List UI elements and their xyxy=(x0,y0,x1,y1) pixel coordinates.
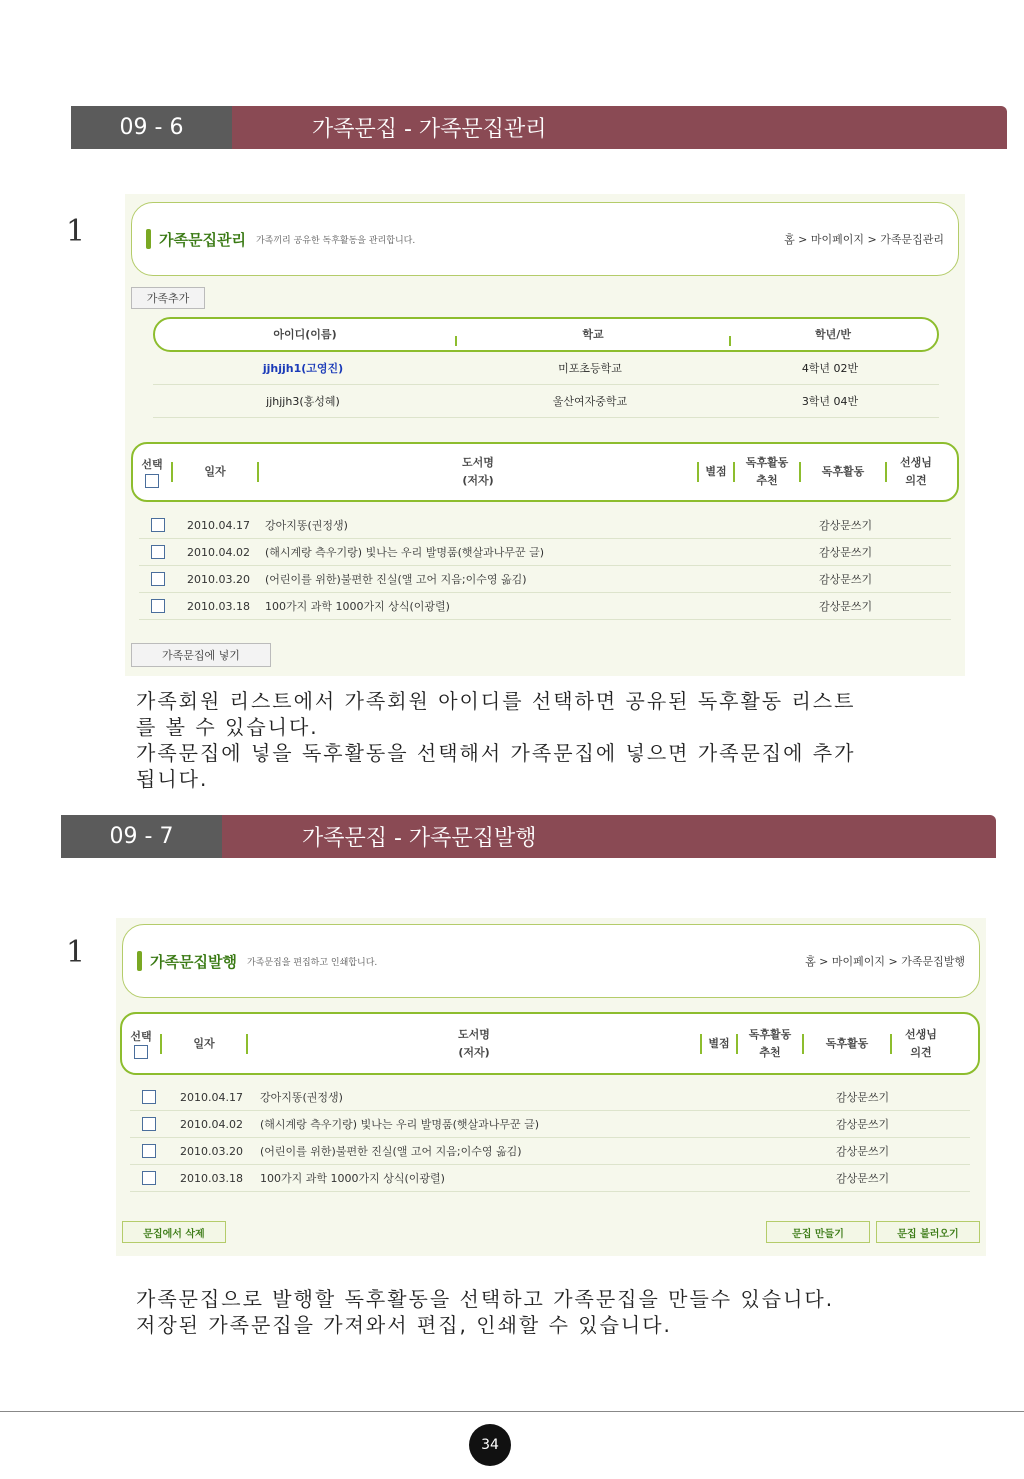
col-header-grade: 학년/반 xyxy=(815,327,851,341)
col-header-stars: 별점 xyxy=(708,1036,730,1050)
row-checkbox[interactable] xyxy=(142,1144,156,1158)
page-header xyxy=(131,202,959,276)
section2-description xyxy=(136,1286,936,1338)
footer-divider xyxy=(0,1411,1024,1412)
family-table-header xyxy=(153,317,939,352)
select-label: 선택 xyxy=(130,1029,152,1043)
breadcrumb[interactable]: 홈 > 마이페이지 > 가족문집관리 xyxy=(784,233,944,246)
row-book[interactable]: (해시계랑 측우기랑) 빛나는 우리 발명품(햇살과나무꾼 글) xyxy=(260,1118,540,1131)
col-header-book xyxy=(259,444,697,500)
description-line: 됩니다. xyxy=(136,767,209,791)
page-subtitle: 가족끼리 공유한 독후활동을 관리합니다. xyxy=(255,235,416,246)
col-header-activity: 독후활동 xyxy=(825,1036,869,1050)
author-label: (저자) xyxy=(462,474,494,487)
activity-row xyxy=(139,566,951,593)
col-header-activity: 독후활동 xyxy=(821,465,865,479)
row-activity: 감상문쓰기 xyxy=(819,600,873,613)
row-book[interactable]: 강아지똥(권정생) xyxy=(265,519,348,532)
col-header-recommend xyxy=(738,1014,802,1073)
row-checkbox[interactable] xyxy=(151,545,165,559)
row-book[interactable]: (어린이를 위한)불편한 진실(앨 고어 지음;이수영 옮김) xyxy=(260,1145,522,1158)
description-line: 가족문집에 넣을 독후활동을 선택해서 가족문집에 넣으면 가족문집에 추가 xyxy=(136,741,856,765)
book-label: 도서명 xyxy=(462,456,494,470)
row-date: 2010.03.20 xyxy=(180,1144,243,1158)
row-date: 2010.03.20 xyxy=(187,572,250,586)
recommend-label: 추천 xyxy=(759,1045,781,1059)
section-title: 가족문집 - 가족문집발행 xyxy=(222,815,996,858)
activity-row xyxy=(130,1138,970,1165)
delete-from-book-button[interactable]: 문집에서 삭제 xyxy=(122,1221,226,1243)
header-marker-icon xyxy=(146,229,151,249)
select-all-checkbox[interactable] xyxy=(134,1045,148,1059)
activity-row xyxy=(139,593,951,620)
activity-row xyxy=(130,1084,970,1111)
activity-table-header xyxy=(120,1012,980,1075)
recommend-label: 독후활동 xyxy=(748,1027,792,1041)
recommend-label: 독후활동 xyxy=(745,456,789,470)
col-header-id: 아이디(이름) xyxy=(273,327,337,341)
family-id-link[interactable]: jjhjjh3(홍성혜) xyxy=(266,395,340,408)
col-header-select xyxy=(133,444,171,500)
family-row[interactable] xyxy=(153,352,939,385)
row-date: 2010.03.18 xyxy=(187,599,250,613)
activity-row xyxy=(130,1111,970,1138)
family-grade: 3학년 04반 xyxy=(801,395,859,408)
row-date: 2010.04.17 xyxy=(187,518,250,532)
row-date: 2010.04.02 xyxy=(180,1117,243,1131)
page-number: 34 xyxy=(469,1424,511,1466)
add-to-family-book-button[interactable]: 가족문집에 넣기 xyxy=(131,643,271,667)
row-date: 2010.04.17 xyxy=(180,1090,243,1104)
section-bar-09-7 xyxy=(61,815,996,858)
row-book[interactable]: 강아지똥(권정생) xyxy=(260,1091,343,1104)
row-checkbox[interactable] xyxy=(151,572,165,586)
row-checkbox[interactable] xyxy=(142,1117,156,1131)
screenshot-panel-publish xyxy=(116,918,986,1256)
row-activity: 감상문쓰기 xyxy=(836,1172,890,1185)
row-activity: 감상문쓰기 xyxy=(836,1091,890,1104)
page-subtitle: 가족문집을 편집하고 인쇄합니다. xyxy=(246,957,378,968)
family-school: 울산여자중학교 xyxy=(552,395,628,408)
book-label: 도서명 xyxy=(458,1027,490,1041)
load-book-button[interactable]: 문집 불러오기 xyxy=(876,1221,980,1243)
section-number: 09 - 6 xyxy=(71,106,232,149)
step-number: 1 xyxy=(66,214,86,249)
opinion-label: 의견 xyxy=(905,474,927,487)
family-school: 미포초등학교 xyxy=(558,362,622,375)
family-row[interactable] xyxy=(153,385,939,418)
row-checkbox[interactable] xyxy=(151,599,165,613)
row-date: 2010.03.18 xyxy=(180,1171,243,1185)
row-checkbox[interactable] xyxy=(151,518,165,532)
row-activity: 감상문쓰기 xyxy=(836,1145,890,1158)
author-label: (저자) xyxy=(458,1045,490,1059)
activity-row xyxy=(130,1165,970,1192)
section-number: 09 - 7 xyxy=(61,815,222,858)
col-header-book xyxy=(248,1014,700,1073)
row-date: 2010.04.02 xyxy=(187,545,250,559)
page-title: 가족문집발행 xyxy=(150,952,237,971)
row-book[interactable]: 100가지 과학 1000가지 상식(이광렬) xyxy=(265,600,450,613)
row-checkbox[interactable] xyxy=(142,1090,156,1104)
select-label: 선택 xyxy=(141,458,163,472)
description-line: 가족회원 리스트에서 가족회원 아이디를 선택하면 공유된 독후활동 리스트 xyxy=(136,689,856,713)
description-line: 가족문집으로 발행할 독후활동을 선택하고 가족문집을 만들수 있습니다. xyxy=(136,1287,835,1311)
col-header-opinion xyxy=(892,1014,950,1073)
add-family-button[interactable]: 가족추가 xyxy=(131,287,205,309)
family-grade: 4학년 02반 xyxy=(801,362,859,375)
col-header-select xyxy=(122,1014,160,1073)
header-marker-icon xyxy=(137,951,142,971)
row-book[interactable]: 100가지 과학 1000가지 상식(이광렬) xyxy=(260,1172,445,1185)
col-header-stars: 별점 xyxy=(705,465,727,479)
row-activity: 감상문쓰기 xyxy=(819,573,873,586)
activity-row xyxy=(139,512,951,539)
section-bar-09-6 xyxy=(71,106,1007,149)
col-header-date: 일자 xyxy=(204,465,226,479)
col-header-school: 학교 xyxy=(582,327,604,341)
opinion-label: 선생님 xyxy=(905,1027,937,1041)
make-book-button[interactable]: 문집 만들기 xyxy=(766,1221,870,1243)
row-activity: 감상문쓰기 xyxy=(819,519,873,532)
page-header xyxy=(122,924,980,998)
step-number: 1 xyxy=(66,935,86,970)
section1-description xyxy=(136,688,936,792)
recommend-label: 추천 xyxy=(756,474,778,487)
activity-row xyxy=(139,539,951,566)
description-line: 를 볼 수 있습니다. xyxy=(136,715,319,739)
description-line: 저장된 가족문집을 가져와서 편집, 인쇄할 수 있습니다. xyxy=(136,1313,672,1337)
row-checkbox[interactable] xyxy=(142,1171,156,1185)
screenshot-panel-manage xyxy=(125,194,965,676)
col-header-opinion xyxy=(887,444,945,500)
opinion-label: 의견 xyxy=(910,1045,932,1059)
row-book[interactable]: (어린이를 위한)불편한 진실(앨 고어 지음;이수영 옮김) xyxy=(265,573,527,586)
row-book[interactable]: (해시계랑 측우기랑) 빛나는 우리 발명품(햇살과나무꾼 글) xyxy=(265,546,545,559)
col-header-recommend xyxy=(735,444,799,500)
breadcrumb[interactable]: 홈 > 마이페이지 > 가족문집발행 xyxy=(805,955,965,968)
row-activity: 감상문쓰기 xyxy=(819,546,873,559)
section-title: 가족문집 - 가족문집관리 xyxy=(232,106,1007,149)
page-title: 가족문집관리 xyxy=(159,230,246,249)
select-all-checkbox[interactable] xyxy=(145,474,159,488)
opinion-label: 선생님 xyxy=(900,456,932,470)
family-id-link[interactable]: jjhjjh1(고영진) xyxy=(262,362,344,375)
col-header-date: 일자 xyxy=(193,1036,215,1050)
row-activity: 감상문쓰기 xyxy=(836,1118,890,1131)
activity-table-header xyxy=(131,442,959,502)
